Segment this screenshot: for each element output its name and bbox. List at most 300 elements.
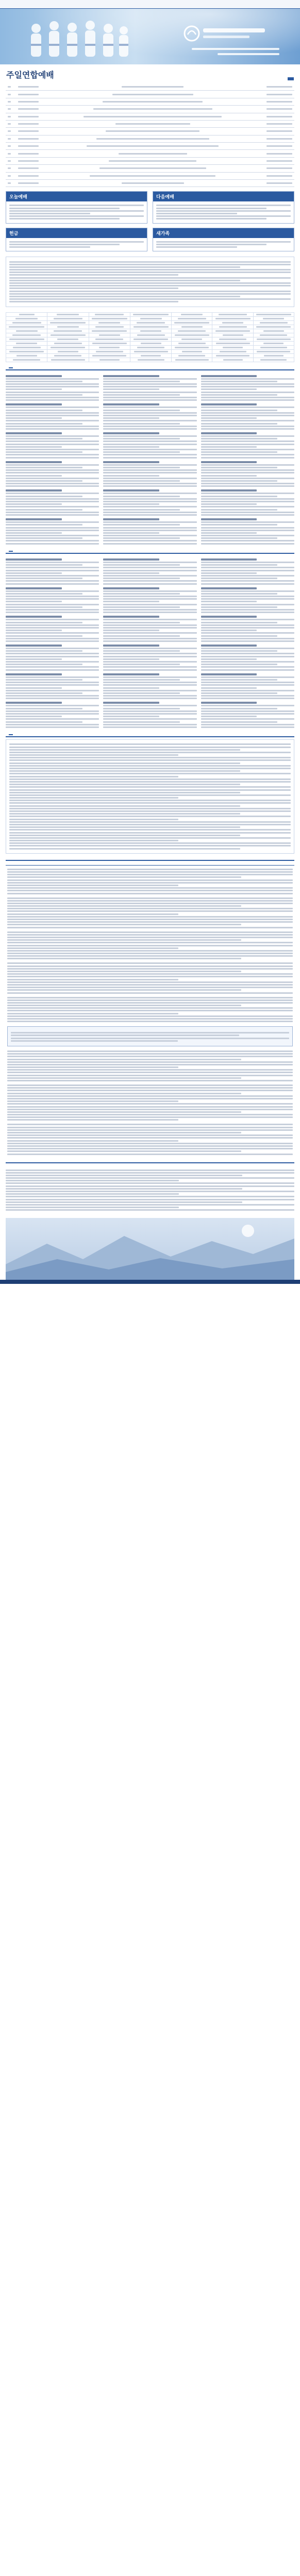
text-line (103, 622, 180, 623)
text-line (9, 845, 291, 846)
text-line (7, 968, 293, 970)
text-line (201, 578, 278, 579)
text-line (6, 606, 82, 608)
text-line (201, 687, 257, 689)
text-line (103, 666, 196, 668)
notices-box (6, 739, 294, 854)
text-line (201, 679, 278, 681)
text-line (201, 650, 278, 652)
text-line (9, 802, 291, 804)
text-line (6, 612, 99, 613)
people-illustration-icon (21, 13, 134, 62)
text-line (103, 690, 196, 691)
text-line (103, 716, 159, 717)
text-line (6, 578, 82, 579)
text-line (201, 472, 294, 473)
text-line (103, 562, 196, 563)
text-line (9, 752, 291, 753)
text-line (7, 999, 293, 1001)
text-line (103, 449, 196, 450)
text-line (201, 410, 278, 411)
table-row (6, 329, 294, 333)
text-line (201, 606, 278, 608)
text-line (6, 449, 99, 450)
text-line (6, 724, 99, 725)
text-line (103, 454, 196, 455)
order-row (6, 98, 294, 105)
text-line (103, 710, 196, 712)
order-row (6, 165, 294, 172)
text-line (7, 958, 241, 959)
text-line (6, 572, 62, 574)
text-line (201, 397, 294, 398)
landscape-icon (6, 1218, 294, 1280)
text-line (9, 773, 291, 774)
text-line (6, 658, 62, 660)
text-line (201, 521, 294, 523)
text-line (9, 789, 291, 791)
text-line (7, 1021, 293, 1022)
text-line (9, 805, 240, 807)
text-line (201, 480, 278, 482)
text-line (103, 472, 196, 473)
info-cards-row-1 (6, 191, 294, 223)
text-line (7, 1015, 293, 1017)
text-line (103, 604, 196, 605)
text-line (9, 810, 291, 812)
text-line (201, 501, 294, 502)
text-line (7, 989, 241, 991)
text-line (6, 457, 99, 459)
text-line (201, 446, 257, 448)
text-line (103, 564, 180, 566)
text-line (7, 1053, 293, 1055)
text-line (201, 661, 294, 663)
text-line (103, 397, 196, 398)
text-line (201, 457, 294, 459)
text-line (9, 743, 291, 745)
sermon-paragraph (7, 1124, 293, 1155)
text-line (9, 749, 240, 751)
text-line (103, 596, 196, 597)
text-line (6, 440, 99, 442)
prayer-tag (9, 367, 13, 368)
bulletin-title-row (0, 64, 300, 81)
text-line (103, 593, 180, 595)
prayer-columns (6, 372, 294, 546)
text-line (7, 1084, 293, 1086)
text-line (6, 1196, 294, 1197)
text-line (7, 1090, 293, 1091)
text-line (201, 399, 294, 401)
text-line (201, 383, 294, 385)
text-line (6, 397, 99, 398)
text-line (201, 708, 278, 709)
text-line (7, 916, 293, 918)
text-line (201, 406, 294, 408)
text-line (7, 1111, 241, 1113)
text-line (201, 676, 294, 678)
text-line (6, 381, 82, 382)
text-line (6, 399, 99, 401)
info-cards-row-2 (6, 228, 294, 252)
text-line (6, 679, 82, 681)
text-line (103, 653, 196, 654)
prayer-columns (6, 556, 294, 729)
text-line (7, 1127, 293, 1128)
announcements-box (6, 257, 294, 307)
text-line (7, 945, 293, 946)
card-next-worship (153, 191, 294, 223)
text-line (6, 428, 99, 430)
text-line (6, 596, 99, 597)
text-line (6, 532, 62, 534)
text-line (6, 454, 99, 455)
card-title: 다음예배 (156, 195, 174, 200)
text-line (6, 464, 99, 466)
text-line (103, 435, 196, 437)
text-line (201, 537, 278, 539)
text-line (201, 467, 278, 468)
text-line (6, 1207, 179, 1208)
text-line (6, 417, 62, 419)
text-line (7, 1005, 241, 1006)
text-line (201, 485, 294, 487)
text-line (9, 765, 291, 767)
prayer-section-2 (6, 551, 294, 729)
text-line (6, 1188, 242, 1190)
text-line (9, 800, 291, 801)
sermon-paragraph (7, 997, 293, 1023)
text-line (7, 1066, 178, 1068)
text-line (103, 575, 196, 577)
text-line (6, 1204, 294, 1206)
order-row (6, 120, 294, 127)
text-line (6, 1209, 294, 1211)
text-line (9, 835, 240, 836)
text-line (6, 438, 82, 439)
text-line (9, 762, 240, 764)
card-today-worship (6, 191, 147, 223)
sermon-body-continued (0, 1050, 300, 1155)
text-line (201, 721, 278, 723)
order-row (6, 157, 294, 164)
text-line (6, 498, 99, 500)
text-line (201, 475, 257, 477)
text-line (201, 658, 257, 660)
text-line (103, 619, 196, 620)
sermon-paragraph (7, 897, 293, 928)
text-line (6, 535, 99, 536)
text-line (6, 583, 99, 585)
text-line (201, 570, 294, 571)
text-line (6, 410, 82, 411)
text-line (103, 386, 196, 387)
prayer-column (6, 372, 99, 546)
text-line (103, 726, 196, 728)
text-line (6, 540, 99, 541)
text-line (7, 997, 293, 998)
text-line (7, 1093, 241, 1094)
text-line (9, 794, 291, 796)
text-line (201, 527, 294, 529)
text-line (6, 1185, 294, 1187)
banner-line (218, 53, 279, 55)
text-line (6, 630, 62, 631)
text-line (103, 428, 196, 430)
text-line (103, 624, 196, 626)
text-line (6, 386, 99, 387)
card-title: 헌금 (9, 231, 19, 236)
text-line (6, 664, 82, 665)
text-line (9, 776, 178, 777)
text-line (201, 698, 294, 699)
text-line (6, 580, 99, 582)
text-line (7, 882, 293, 884)
text-line (6, 394, 82, 396)
text-line (103, 676, 196, 678)
text-line (201, 493, 294, 494)
sermon-body (0, 869, 300, 1022)
text-line (6, 656, 99, 657)
text-line (6, 692, 82, 694)
text-line (6, 412, 99, 414)
text-line (201, 609, 294, 611)
text-line (201, 692, 278, 694)
text-line (6, 564, 82, 566)
text-line (201, 684, 294, 686)
worship-order-table (6, 83, 294, 187)
text-line (103, 708, 180, 709)
text-line (6, 666, 99, 668)
text-line (201, 532, 257, 534)
text-line (103, 415, 196, 416)
text-line (103, 590, 196, 592)
text-line (7, 908, 293, 909)
text-line (103, 661, 196, 663)
text-line (6, 1191, 294, 1192)
text-line (6, 1201, 242, 1203)
text-line (7, 924, 241, 925)
header-banner (0, 9, 300, 64)
header-strip (0, 0, 300, 9)
text-line (7, 992, 293, 994)
text-line (6, 601, 62, 602)
text-line (7, 965, 293, 967)
text-line (6, 493, 99, 494)
order-row (6, 128, 294, 135)
text-line (9, 826, 240, 828)
church-logo-icon (181, 23, 274, 44)
text-line (103, 580, 196, 582)
order-row (6, 91, 294, 98)
text-line (6, 648, 99, 649)
text-line (201, 598, 294, 600)
text-line (103, 543, 196, 545)
text-line (103, 485, 196, 487)
text-line (6, 423, 82, 425)
text-line (103, 601, 159, 602)
text-line (201, 535, 294, 536)
text-line (6, 661, 99, 663)
text-line (103, 451, 180, 453)
text-line (6, 514, 99, 516)
text-line (201, 540, 294, 541)
text-line (7, 1059, 241, 1060)
text-line (6, 710, 99, 712)
text-line (9, 778, 291, 780)
text-line (103, 532, 159, 534)
text-line (201, 464, 294, 466)
text-line (201, 503, 257, 505)
text-line (9, 842, 291, 844)
text-line (9, 770, 240, 772)
text-line (6, 604, 99, 605)
table-row (6, 320, 294, 325)
text-line (7, 1140, 178, 1142)
text-line (6, 698, 99, 699)
sermon-header (6, 860, 294, 866)
text-line (7, 921, 293, 923)
text-line (201, 483, 294, 484)
text-line (103, 423, 180, 425)
text-line (7, 981, 293, 983)
text-line (6, 406, 99, 408)
text-line (103, 635, 180, 637)
text-line (7, 1080, 293, 1081)
text-line (103, 537, 180, 539)
table-row (6, 312, 294, 316)
text-line (201, 669, 294, 671)
text-line (6, 388, 62, 390)
text-line (9, 824, 291, 825)
text-line (6, 537, 82, 539)
text-line (6, 713, 99, 715)
text-line (6, 530, 99, 531)
text-line (7, 979, 178, 980)
text-line (201, 580, 294, 582)
text-line (201, 656, 294, 657)
text-line (201, 428, 294, 430)
text-line (6, 570, 99, 571)
text-line (103, 381, 180, 382)
text-line (6, 521, 99, 523)
text-line (201, 512, 294, 513)
text-line (6, 1170, 294, 1171)
text-line (9, 759, 291, 761)
text-line (7, 1095, 293, 1097)
text-line (7, 962, 293, 964)
text-line (103, 705, 196, 706)
text-line (201, 695, 294, 697)
sermon-paragraph (7, 869, 293, 894)
footer-bar (0, 1280, 300, 1284)
text-line (103, 695, 196, 697)
text-line (7, 955, 293, 957)
text-line (201, 601, 257, 602)
text-line (6, 640, 99, 642)
text-line (6, 420, 99, 421)
text-line (201, 506, 294, 507)
text-line (6, 622, 82, 623)
text-line (6, 624, 99, 626)
order-row (6, 143, 294, 150)
text-line (6, 708, 82, 709)
text-line (103, 535, 196, 536)
text-line (103, 692, 180, 694)
notices-tag (9, 734, 13, 735)
text-line (201, 543, 294, 545)
text-line (103, 632, 196, 634)
text-line (6, 635, 82, 637)
prayer-section-1 (6, 367, 294, 546)
text-line (201, 624, 294, 626)
text-line (7, 900, 293, 902)
text-line (7, 1007, 293, 1009)
text-line (103, 501, 196, 502)
text-line (103, 718, 196, 720)
text-line (7, 1132, 241, 1133)
text-line (103, 399, 196, 401)
text-line (103, 469, 196, 471)
text-line (103, 679, 180, 681)
text-line (103, 420, 196, 421)
text-line (103, 417, 159, 419)
text-line (201, 682, 294, 683)
text-line (201, 724, 294, 725)
text-line (201, 726, 294, 728)
text-line (103, 446, 159, 448)
text-line (103, 394, 180, 396)
text-line (7, 1075, 293, 1076)
text-line (7, 874, 293, 875)
text-line (7, 950, 293, 952)
text-line (7, 947, 178, 949)
text-line (7, 973, 293, 975)
text-line (201, 451, 278, 453)
text-line (9, 781, 291, 783)
text-line (201, 564, 278, 566)
text-line (201, 713, 294, 715)
text-line (6, 1177, 294, 1179)
text-line (201, 583, 294, 585)
text-line (7, 953, 293, 954)
text-line (201, 426, 294, 427)
text-line (7, 987, 293, 988)
text-line (7, 1098, 293, 1099)
text-line (9, 786, 291, 788)
order-row (6, 179, 294, 187)
text-line (9, 848, 240, 850)
text-line (6, 512, 99, 513)
text-line (103, 467, 180, 468)
table-row (6, 353, 294, 358)
text-line (201, 417, 257, 419)
text-line (7, 1129, 293, 1131)
text-line (6, 480, 82, 482)
text-line (9, 832, 291, 834)
text-line (6, 638, 99, 639)
text-line (201, 593, 278, 595)
text-line (6, 687, 62, 689)
text-line (6, 567, 99, 568)
text-line (7, 1013, 178, 1014)
text-line (6, 575, 99, 577)
text-line (103, 524, 180, 526)
text-line (103, 406, 196, 408)
text-line (7, 1010, 293, 1011)
text-line (6, 501, 99, 502)
